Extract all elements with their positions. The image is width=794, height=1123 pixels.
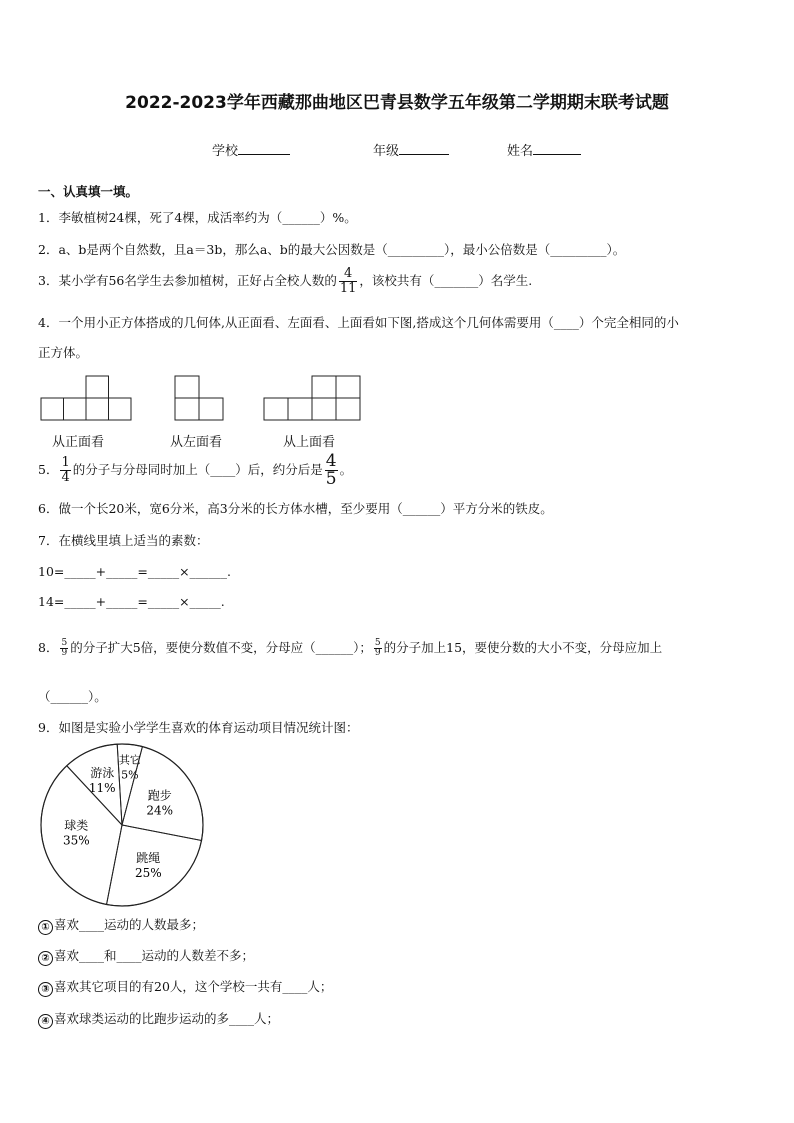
question-3: 3．某小学有56名学生去参加植树，正好占全校人数的 $\frac{4}{11}$ ，该校共有（_______）名学生. [38,266,533,296]
question-7: 7．在横线里填上适当的素数： [38,533,209,548]
fraction-4-5: $\frac{4}{5}$ [325,451,337,489]
page-title: 2022-2023学年西藏那曲地区巴青县数学五年级第二学期期末联考试题 [125,93,669,113]
question-9: 9．如图是实验小学学生喜欢的体育运动项目情况统计图： [38,720,359,735]
left-view-caption: 从左面看 [170,435,223,450]
sub-question-3: ③ 喜欢其它项目的有20人，这个学校一共有____人； [38,977,332,997]
q4-blank: ____ [553,315,579,330]
fraction-5-9-second: $\frac{5}{9}$ [374,638,381,658]
top-view-figure [262,374,362,422]
left-view-figure [173,374,225,422]
q1-blank: ______ [282,210,320,225]
question-8: 8． $\frac{5}{9}$ 的分子扩大5倍，要使分数值不变，分母应（______）； $\frac{5}{9}$ 的分子加上15，要使分数的大小不变，分母应加上 [38,638,663,658]
front-view-caption: 从正面看 [52,435,105,450]
fraction-4-11: $\frac{4}{11}$ [339,266,357,296]
pie-value-label-3: 25% [134,865,162,880]
name-field [507,140,581,159]
question-1: 1．李敏植树24棵，死了4棵，成活率约为（______）%。 [38,210,357,225]
grade-blank [399,142,449,155]
sub-question-1: ① 喜欢____运动的人数最多； [38,915,204,935]
pie-label-1: 其它 [118,753,141,767]
fraction-5-9: $\frac{5}{9}$ [61,638,68,658]
fraction-1-4: $\frac{1}{4}$ [61,455,70,485]
question-4-line2: 正方体。 [38,345,89,360]
question-6: 6．做一个长20米，宽6分米，高3分米的长方体水槽，至少要用（______）平方分米的铁皮。 [38,501,553,516]
pie-label-4: 球类 [64,818,89,833]
question-8-line2: （______）。 [38,689,107,704]
q2-blank-gcd: _________ [387,242,445,257]
q2-blank-lcm: _________ [550,242,607,257]
sports-pie-chart [38,741,208,911]
name-label: 姓名 [507,144,534,159]
front-view-figure [40,374,134,422]
school-blank [238,142,290,155]
grade-label: 年级 [373,144,400,159]
name-blank [533,142,581,155]
school-label: 学校 [212,144,239,159]
pie-value-label-1: 5% [121,768,139,782]
grade-field [373,140,449,159]
pie-label-3: 跳绳 [136,850,161,865]
pie-label-0: 游泳 [90,765,115,780]
q5-blank: ____ [210,462,236,477]
pie-value-label-2: 24% [146,803,174,818]
question-2: 2．a、b是两个自然数，且a＝3b，那么a、b的最大公因数是（_________），最小公倍数是（_________）。 [38,242,626,257]
pie-label-2: 跑步 [147,788,172,803]
school-field [212,140,290,159]
section-heading: 一、认真填一填。 [38,184,139,199]
pie-value-label-4: 35% [62,833,90,848]
question-5: 5． $\frac{1}{4}$ 的分子与分母同时加上（____）后，约分后是 $\frac{4}{5}$ 。 [38,451,353,489]
question-4-line1: 4．一个用小正方体搭成的几何体,从正面看、左面看、上面看如下图,搭成这个几何体需要用（____）个完全相同的小 [38,315,679,330]
sub-question-4: ④ 喜欢球类运动的比跑步运动的多____人； [38,1009,279,1029]
top-view-caption: 从上面看 [283,435,336,450]
question-7-line-10: 10=_____+_____=_____×______. [38,564,232,579]
q6-blank: ______ [402,501,441,516]
pie-value-label-0: 11% [88,780,116,795]
sub-question-2: ② 喜欢____和____运动的人数差不多； [38,946,254,966]
question-7-line-14: 14=_____+_____=_____×_____. [38,594,225,609]
q3-blank: _______ [434,273,479,288]
q8-blank-1: ______ [315,640,354,655]
